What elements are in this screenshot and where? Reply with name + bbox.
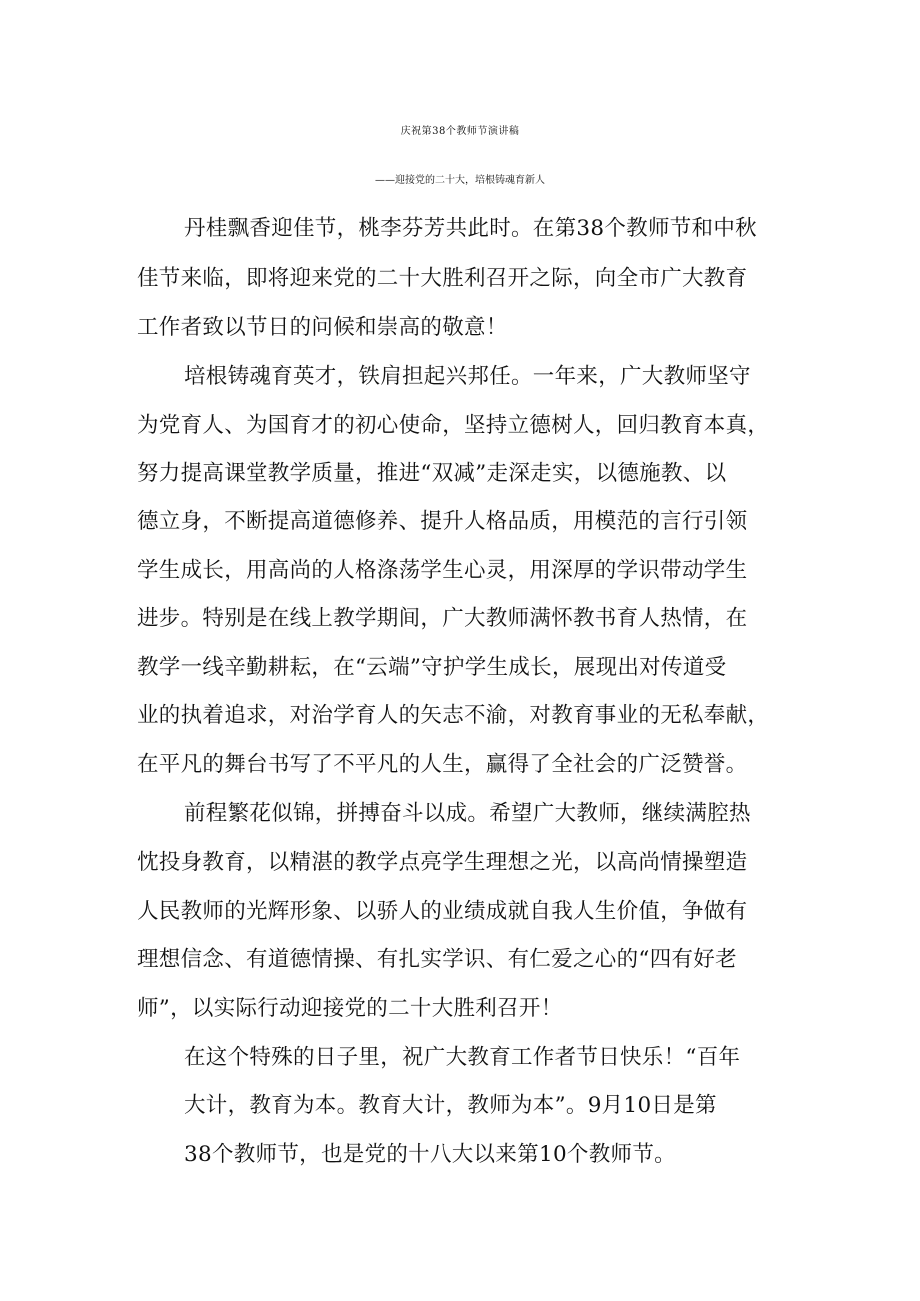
paragraph-line: 培根铸魂育英才，铁肩担起兴邦任。一年来，广大教师坚守 <box>184 364 751 389</box>
document-title: 庆祝第38个教师节演讲稿 <box>400 126 520 137</box>
paragraph-line: 大计，教育为本。教育大计，教师为本”。9月10日是第 <box>184 1093 717 1118</box>
paragraph-line: 在平凡的舞台书写了不平凡的人生，赢得了全社会的广泛赞誉。 <box>137 752 748 777</box>
document-subtitle: ——迎接党的二十大，培根铸魂育新人 <box>375 175 545 186</box>
paragraph-line: 工作者致以节日的问候和崇高的敬意！ <box>137 315 508 340</box>
paragraph-line: 前程繁花似锦，拼搏奋斗以成。希望广大教师，继续满腔热 <box>184 801 751 826</box>
paragraph-line: 佳节来临，即将迎来党的二十大胜利召开之际，向全市广大教育 <box>137 266 748 291</box>
paragraph-line: 理想信念、有道德情操、有扎实学识、有仁爱之心的“四有好老 <box>137 947 737 972</box>
paragraph-line: 丹桂飘香迎佳节，桃李芬芳共此时。在第38个教师节和中秋 <box>184 216 757 241</box>
paragraph-line: 进步。特别是在线上教学期间，广大教师满怀教书育人热情，在 <box>137 606 748 631</box>
paragraph-line: 人民教师的光辉形象、以骄人的业绩成就自我人生价值，争做有 <box>137 899 748 924</box>
paragraph-line: 德立身，不断提高道德修养、提升人格品质，用模范的言行引领 <box>137 509 748 534</box>
paragraph-line: 忱投身教育，以精湛的教学点亮学生理想之光，以高尚情操塑造 <box>137 850 748 875</box>
paragraph-line: 38个教师节，也是党的十八大以来第10个教师节。 <box>184 1142 676 1167</box>
paragraph-line: 在这个特殊的日子里，祝广大教育工作者节日快乐！“百年 <box>184 1045 741 1070</box>
paragraph-line: 教学一线辛勤耕耘，在“云端”守护学生成长，展现出对传道受 <box>137 655 727 680</box>
paragraph-line: 为党育人、为国育才的初心使命，坚持立德树人，回归教育本真， <box>137 413 770 438</box>
paragraph-line: 努力提高课堂教学质量，推进“双减”走深走实，以德施教、以 <box>137 461 727 486</box>
paragraph-line: 学生成长，用高尚的人格涤荡学生心灵，用深厚的学识带动学生 <box>137 558 748 583</box>
paragraph-line: 业的执着追求，对治学育人的矢志不渝，对教育事业的无私奉献， <box>137 703 770 728</box>
paragraph-line: 师”，以实际行动迎接党的二十大胜利召开！ <box>137 996 563 1021</box>
